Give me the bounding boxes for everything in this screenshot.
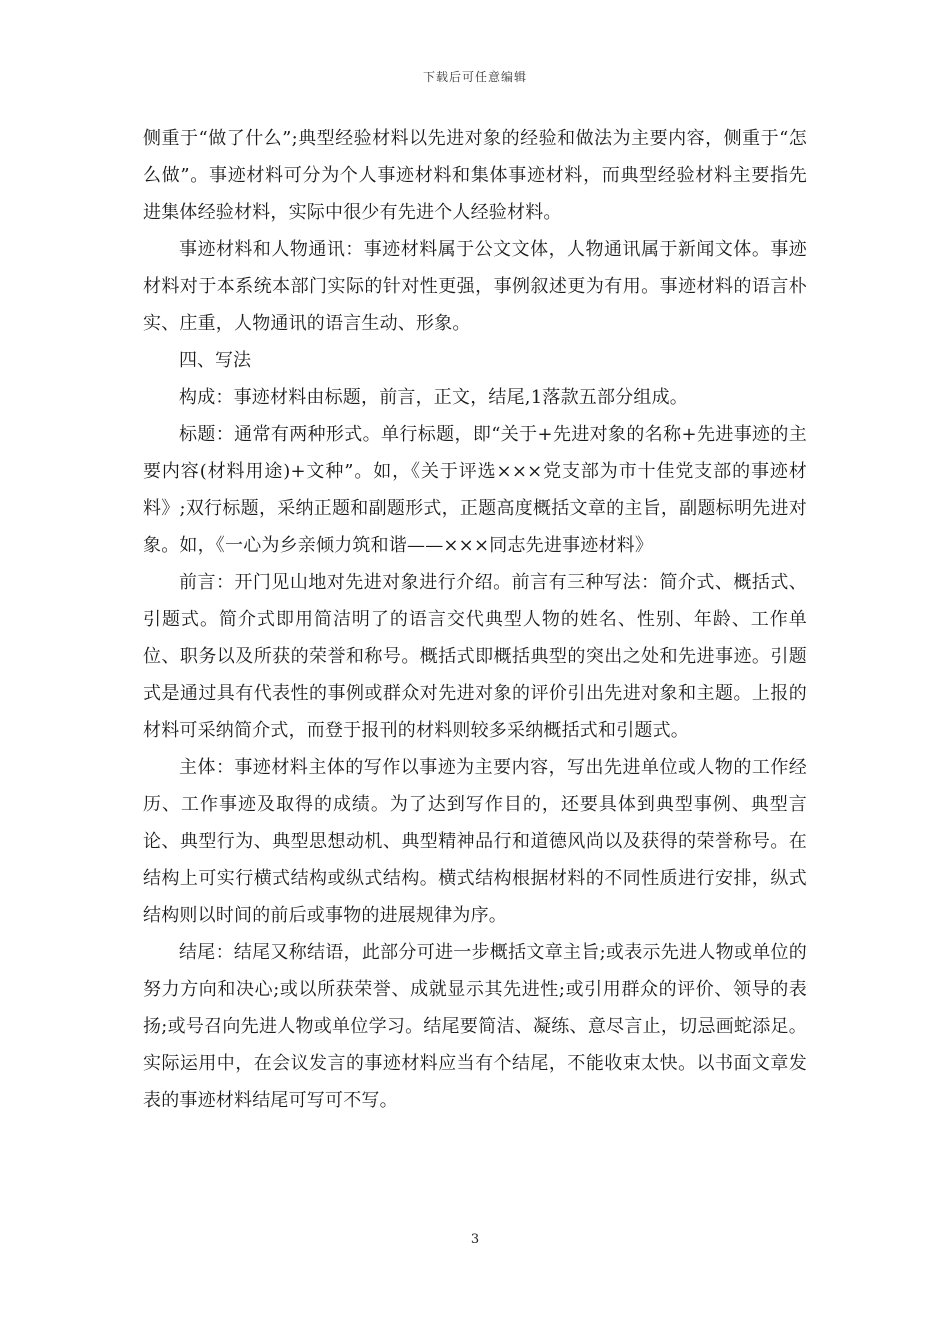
page-header: 下载后可任意编辑 <box>422 70 527 84</box>
paragraph-comparison-news: 事迹材料和人物通讯：事迹材料属于公文文体，人物通讯属于新闻文体。事迹材料对于本系统本部门实际的针对性更强，事例叙述更为有用。事迹材料的语言朴实、庄重，人物通讯的语言生动、形象。 <box>143 239 807 334</box>
paragraph-composition: 构成：事迹材料由标题，前言，正文，结尾,1落款五部分组成。 <box>179 387 688 408</box>
page-number: 3 <box>470 1232 480 1247</box>
section-heading-writing: 四、写法 <box>179 350 251 371</box>
document-body <box>143 120 807 1119</box>
paragraph-main-body: 主体：事迹材料主体的写作以事迹为主要内容，写出先进单位或人物的工作经历、工作事迹及取得的成绩。为了达到写作目的，还要具体到典型事例、典型言论、典型行为、典型思想动机、典型精神品行和道德风尚以及获得的荣誉称号。在结构上可实行横式结构或纵式结构。横式结构根据材料的不同性质进行安排，纵式结构则以时间的前后或事物的进展规律为序。 <box>143 757 807 926</box>
paragraph-preface: 前言：开门见山地对先进对象进行介绍。前言有三种写法：简介式、概括式、引题式。简介式即用简洁明了的语言交代典型人物的姓名、性别、年龄、工作单位、职务以及所获的荣誉和称号。概括式即概括典型的突出之处和先进事迹。引题式是通过具有代表性的事例或群众对先进对象的评价引出先进对象和主题。上报的材料可采纳简介式，而登于报刊的材料则较多采纳概括式和引题式。 <box>143 572 807 741</box>
paragraph-ending: 结尾：结尾又称结语，此部分可进一步概括文章主旨;或表示先进人物或单位的努力方向和决心;或以所获荣誉、成就显示其先进性;或引用群众的评价、领导的表扬;或号召向先进人物或单位学习。结尾要简洁、凝练、意尽言止，切忌画蛇添足。实际运用中，在会议发言的事迹材料应当有个结尾，不能收束太快。以书面文章发表的事迹材料结尾可写可不写。 <box>143 942 807 1111</box>
paragraph-title: 标题：通常有两种形式。单行标题，即“关于+先进对象的名称+先进事迹的主要内容(材料用途)+文种”。如，《关于评选×××党支部为市十佳党支部的事迹材料》;双行标题，采纳正题和副题形式，正题高度概括文章的主旨，副题标明先进对象。如，《一心为乡亲倾力筑和谐——×××同志先进事迹材料》 <box>143 424 807 556</box>
paragraph-continuation: 侧重于“做了什么”;典型经验材料以先进对象的经验和做法为主要内容，侧重于“怎么做”。事迹材料可分为个人事迹材料和集体事迹材料，而典型经验材料主要指先进集体经验材料，实际中很少有先进个人经验材料。 <box>143 128 807 223</box>
